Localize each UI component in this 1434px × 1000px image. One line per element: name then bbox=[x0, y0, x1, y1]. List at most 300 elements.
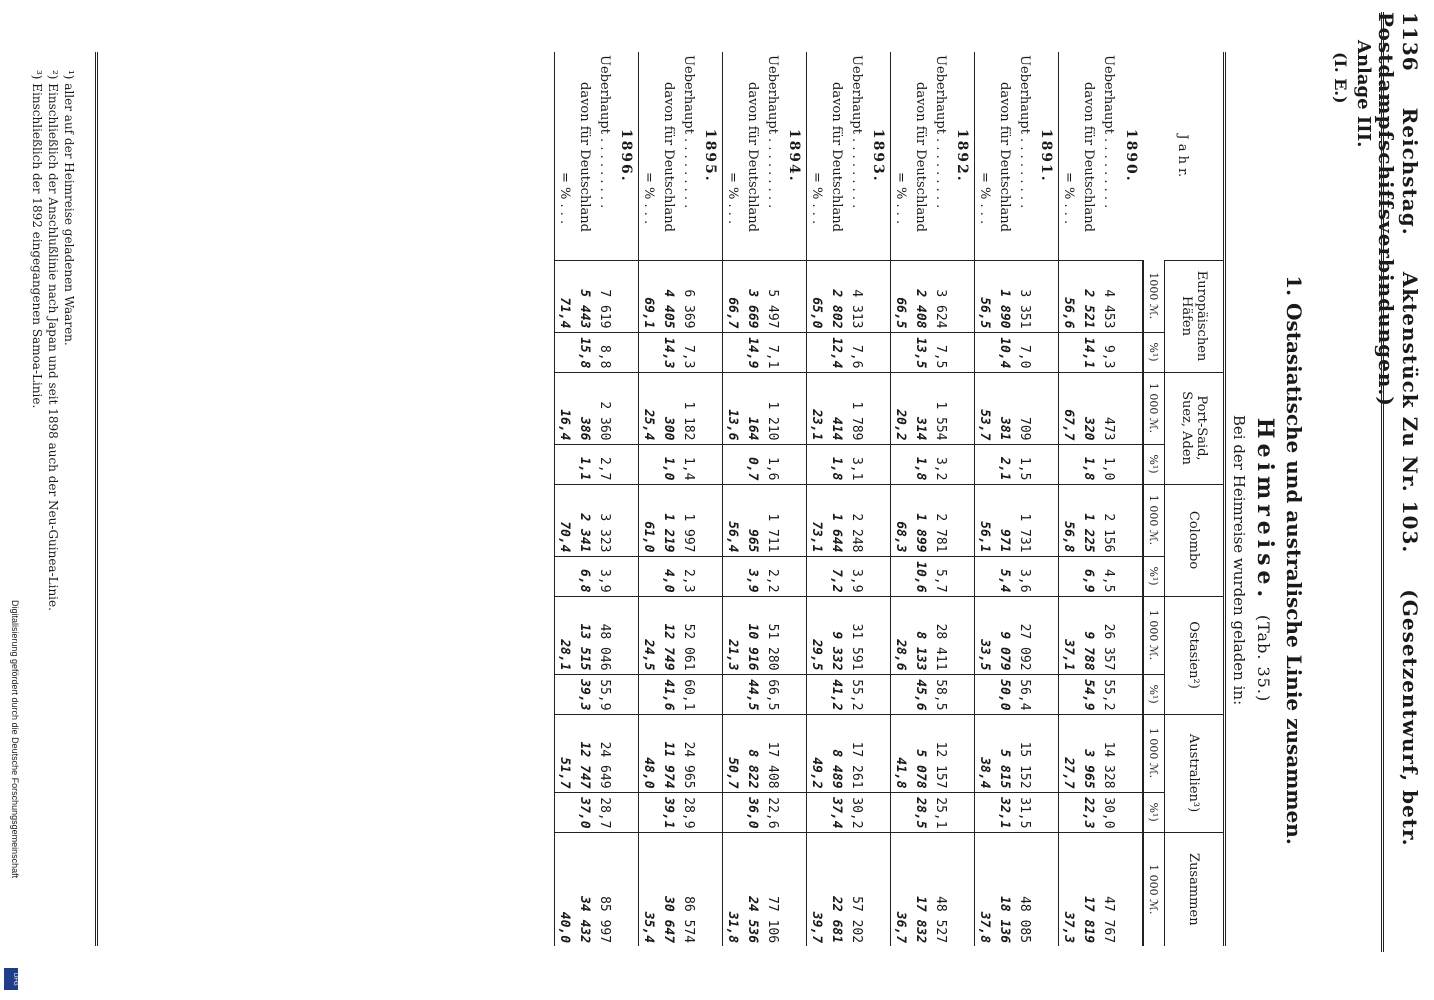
value-cell: 7,1 bbox=[763, 332, 783, 372]
empty-cell bbox=[1119, 444, 1143, 484]
row-label: davon für Deutschland bbox=[745, 82, 761, 232]
value-cell: 25,4 bbox=[639, 372, 660, 444]
row-label: davon für Deutschland bbox=[829, 82, 845, 232]
value-cell: 4,5 bbox=[1099, 556, 1119, 596]
footnote-2: ²) Einschließlich der Anschlußlinie nach Japan und seit 1898 auch der Neu-Guinea-Linie. bbox=[46, 70, 60, 611]
empty-cell bbox=[867, 260, 891, 332]
empty-cell bbox=[783, 372, 807, 444]
value-cell: 17 819 bbox=[1079, 832, 1099, 946]
col-header: Port-Said, Suez, Aden bbox=[1165, 372, 1224, 484]
table-row bbox=[1079, 52, 1099, 946]
value-cell: 12,4 bbox=[827, 332, 847, 372]
value-cell: 1,1 bbox=[575, 444, 595, 484]
value-cell: 1 890 bbox=[995, 260, 1015, 332]
page-subtitle bbox=[1252, 150, 1278, 970]
value-cell: 4,0 bbox=[659, 556, 679, 596]
row-label: = % . . . bbox=[891, 52, 912, 260]
table-row bbox=[1015, 52, 1035, 946]
value-cell bbox=[975, 674, 996, 714]
empty-cell bbox=[783, 260, 807, 332]
empty-cell bbox=[783, 332, 807, 372]
value-cell: 51,7 bbox=[555, 714, 576, 792]
value-cell: 3 624 bbox=[931, 260, 951, 332]
value-cell: 2 360 bbox=[595, 372, 615, 444]
value-cell: 37,8 bbox=[975, 832, 996, 946]
empty-cell bbox=[615, 714, 639, 792]
empty-cell bbox=[783, 596, 807, 674]
value-cell: 48 527 bbox=[931, 832, 951, 946]
value-cell: 314 bbox=[911, 372, 931, 444]
empty-cell bbox=[1035, 332, 1059, 372]
col-unit: %¹) bbox=[1143, 556, 1165, 596]
col-header-year: J a h r. bbox=[1175, 134, 1191, 178]
value-cell: 23,1 bbox=[807, 372, 828, 444]
page-number: 1136 bbox=[1398, 12, 1422, 72]
value-cell bbox=[639, 444, 660, 484]
value-cell: 31 591 bbox=[847, 596, 867, 674]
value-cell: 27 092 bbox=[1015, 596, 1035, 674]
value-cell: 14,1 bbox=[1079, 332, 1099, 372]
value-cell: 2 156 bbox=[1099, 484, 1119, 556]
value-cell bbox=[1059, 444, 1080, 484]
empty-cell bbox=[951, 372, 975, 444]
value-cell bbox=[723, 444, 744, 484]
row-label: davon für Deutschland bbox=[661, 82, 677, 232]
value-cell: 1 219 bbox=[659, 484, 679, 556]
value-cell: 73,1 bbox=[807, 484, 828, 556]
row-label: Ueberhaupt . . . . . . . . . bbox=[1017, 55, 1033, 209]
value-cell: 3,2 bbox=[931, 444, 951, 484]
value-cell: 386 bbox=[575, 372, 595, 444]
col-header: Europäischen Häfen bbox=[1165, 260, 1224, 372]
value-cell: 24 536 bbox=[743, 832, 763, 946]
value-cell: 48,0 bbox=[639, 714, 660, 792]
empty-cell bbox=[699, 332, 723, 372]
value-cell bbox=[639, 792, 660, 832]
value-cell: 49,2 bbox=[807, 714, 828, 792]
value-cell: 1 225 bbox=[1079, 484, 1099, 556]
value-cell: 8,8 bbox=[595, 332, 615, 372]
value-cell bbox=[1059, 332, 1080, 372]
value-cell: 37,0 bbox=[575, 792, 595, 832]
value-cell: 37,1 bbox=[1059, 596, 1080, 674]
value-cell: 473 bbox=[1099, 372, 1119, 444]
value-cell bbox=[807, 556, 828, 596]
value-cell: 22,3 bbox=[1079, 792, 1099, 832]
value-cell: 12 747 bbox=[575, 714, 595, 792]
row-label: = % . . . bbox=[1059, 52, 1080, 260]
table-row bbox=[975, 52, 996, 946]
year-label: 1891. bbox=[1038, 128, 1055, 183]
value-cell: 39,1 bbox=[659, 792, 679, 832]
value-cell: 39,7 bbox=[807, 832, 828, 946]
empty-cell bbox=[1035, 832, 1059, 946]
value-cell: 971 bbox=[995, 484, 1015, 556]
table-row bbox=[1059, 52, 1080, 946]
table-row bbox=[1099, 52, 1119, 946]
value-cell bbox=[891, 556, 912, 596]
value-cell: 3,6 bbox=[1015, 556, 1035, 596]
value-cell: 40,0 bbox=[555, 832, 576, 946]
annex-sub: (I. E.) bbox=[1331, 52, 1350, 104]
empty-cell bbox=[615, 260, 639, 332]
empty-cell bbox=[615, 372, 639, 444]
value-cell: 12 157 bbox=[931, 714, 951, 792]
value-cell bbox=[1059, 556, 1080, 596]
empty-cell bbox=[867, 444, 891, 484]
value-cell: 5 443 bbox=[575, 260, 595, 332]
value-cell bbox=[639, 556, 660, 596]
value-cell bbox=[1059, 792, 1080, 832]
value-cell: 9 332 bbox=[827, 596, 847, 674]
value-cell: 8 822 bbox=[743, 714, 763, 792]
table-row bbox=[847, 52, 867, 946]
table-row bbox=[807, 52, 828, 946]
row-label: Ueberhaupt . . . . . . . . . bbox=[849, 55, 865, 209]
subtitle-main: Heimreise. bbox=[1252, 417, 1278, 603]
value-cell bbox=[555, 792, 576, 832]
value-cell: 7,6 bbox=[847, 332, 867, 372]
value-cell: 1 711 bbox=[763, 484, 783, 556]
header-right: (Gesetzentwurf, betr. Postdampfschiffsverbindungen.) bbox=[1374, 12, 1422, 847]
table-row bbox=[575, 52, 595, 946]
empty-cell bbox=[1119, 674, 1143, 714]
annex-label: Anlage III. bbox=[1353, 40, 1374, 148]
empty-cell bbox=[699, 832, 723, 946]
table-row bbox=[595, 52, 615, 946]
col-unit: 1000 ℳ. bbox=[1143, 260, 1165, 332]
year-label: 1890. bbox=[1123, 128, 1139, 183]
value-cell: 50,7 bbox=[723, 714, 744, 792]
empty-cell bbox=[699, 596, 723, 674]
value-cell: 8 489 bbox=[827, 714, 847, 792]
empty-cell bbox=[699, 444, 723, 484]
value-cell: 2 341 bbox=[575, 484, 595, 556]
empty-cell bbox=[615, 332, 639, 372]
year-label: 1894. bbox=[786, 128, 803, 183]
value-cell: 65,0 bbox=[807, 260, 828, 332]
value-cell: 69,1 bbox=[639, 260, 660, 332]
value-cell: 24,5 bbox=[639, 596, 660, 674]
value-cell: 13 515 bbox=[575, 596, 595, 674]
table-row bbox=[639, 52, 660, 946]
value-cell bbox=[723, 792, 744, 832]
digitization-note: Digitalisierung gefördert durch die Deutsche Forschungsgemeinschaft bbox=[10, 600, 20, 879]
empty-cell bbox=[783, 832, 807, 946]
value-cell: 0,7 bbox=[743, 444, 763, 484]
value-cell bbox=[1059, 674, 1080, 714]
value-cell: 3 351 bbox=[1015, 260, 1035, 332]
row-label: davon für Deutschland bbox=[1081, 82, 1097, 232]
value-cell: 31,5 bbox=[1015, 792, 1035, 832]
empty-cell bbox=[951, 556, 975, 596]
empty-cell bbox=[951, 260, 975, 332]
value-cell: 6,8 bbox=[575, 556, 595, 596]
value-cell: 5,7 bbox=[931, 556, 951, 596]
empty-cell bbox=[867, 596, 891, 674]
value-cell: 1,6 bbox=[763, 444, 783, 484]
value-cell: 41,2 bbox=[827, 674, 847, 714]
header-center: Aktenstück Zu Nr. 103. bbox=[1398, 271, 1422, 554]
value-cell: 11 974 bbox=[659, 714, 679, 792]
empty-cell bbox=[699, 556, 723, 596]
empty-cell bbox=[615, 444, 639, 484]
table-row bbox=[723, 52, 744, 946]
value-cell: 3,9 bbox=[847, 556, 867, 596]
empty-cell bbox=[615, 484, 639, 556]
value-cell bbox=[555, 674, 576, 714]
value-cell: 1 789 bbox=[847, 372, 867, 444]
table-row bbox=[743, 52, 763, 946]
value-cell: 36,0 bbox=[743, 792, 763, 832]
value-cell: 28,7 bbox=[595, 792, 615, 832]
empty-cell bbox=[783, 674, 807, 714]
row-label: davon für Deutschland bbox=[913, 82, 929, 232]
value-cell: 66,7 bbox=[723, 260, 744, 332]
value-cell: 2 248 bbox=[847, 484, 867, 556]
value-cell: 67,7 bbox=[1059, 372, 1080, 444]
value-cell: 52 061 bbox=[679, 596, 699, 674]
empty-cell bbox=[867, 792, 891, 832]
value-cell: 51 280 bbox=[763, 596, 783, 674]
value-cell: 37,3 bbox=[1059, 832, 1080, 946]
value-cell: 26 357 bbox=[1099, 596, 1119, 674]
year-label: 1892. bbox=[954, 128, 971, 183]
value-cell: 965 bbox=[743, 484, 763, 556]
empty-cell bbox=[867, 332, 891, 372]
empty-cell bbox=[1119, 714, 1143, 792]
empty-cell bbox=[1035, 792, 1059, 832]
value-cell: 1,8 bbox=[1079, 444, 1099, 484]
table-row bbox=[679, 52, 699, 946]
value-cell: 70,4 bbox=[555, 484, 576, 556]
empty-cell bbox=[1035, 260, 1059, 332]
empty-cell bbox=[951, 714, 975, 792]
value-cell: 24 965 bbox=[679, 714, 699, 792]
row-label: = % . . . bbox=[639, 52, 660, 260]
dfg-logo: DFG bbox=[4, 968, 18, 990]
empty-cell bbox=[783, 484, 807, 556]
empty-cell bbox=[1035, 484, 1059, 556]
value-cell: 1 554 bbox=[931, 372, 951, 444]
value-cell: 381 bbox=[995, 372, 1015, 444]
col-header: Zusammen bbox=[1165, 832, 1224, 946]
empty-cell bbox=[867, 372, 891, 444]
empty-cell bbox=[951, 596, 975, 674]
value-cell: 28,6 bbox=[891, 596, 912, 674]
value-cell: 164 bbox=[743, 372, 763, 444]
value-cell: 709 bbox=[1015, 372, 1035, 444]
value-cell: 7,2 bbox=[827, 556, 847, 596]
value-cell: 30,2 bbox=[847, 792, 867, 832]
value-cell: 31,8 bbox=[723, 832, 744, 946]
value-cell: 33,5 bbox=[975, 596, 996, 674]
value-cell: 28,9 bbox=[679, 792, 699, 832]
value-cell: 41,6 bbox=[659, 674, 679, 714]
data-table bbox=[554, 52, 1223, 946]
row-label: Ueberhaupt . . . . . . . . . bbox=[933, 55, 949, 209]
value-cell: 1 731 bbox=[1015, 484, 1035, 556]
value-cell: 5 497 bbox=[763, 260, 783, 332]
value-cell: 36,7 bbox=[891, 832, 912, 946]
value-cell: 2 781 bbox=[931, 484, 951, 556]
row-label: Ueberhaupt . . . . . . . . . bbox=[597, 55, 613, 209]
footnote-3: ³) Einschließlich der 1892 eingegangenen Samoa-Linie. bbox=[30, 70, 44, 409]
value-cell: 4 453 bbox=[1099, 260, 1119, 332]
value-cell bbox=[723, 556, 744, 596]
empty-cell bbox=[615, 556, 639, 596]
col-unit: 1 000 ℳ. bbox=[1143, 596, 1165, 674]
empty-cell bbox=[1035, 556, 1059, 596]
value-cell: 17 261 bbox=[847, 714, 867, 792]
value-cell: 10 916 bbox=[743, 596, 763, 674]
value-cell: 28 411 bbox=[931, 596, 951, 674]
value-cell: 414 bbox=[827, 372, 847, 444]
value-cell: 1,8 bbox=[827, 444, 847, 484]
empty-cell bbox=[1119, 260, 1143, 332]
empty-cell bbox=[1119, 484, 1143, 556]
col-unit: 1 000 ℳ. bbox=[1143, 372, 1165, 444]
value-cell: 47 767 bbox=[1099, 832, 1119, 946]
value-cell bbox=[807, 674, 828, 714]
value-cell: 56,4 bbox=[1015, 674, 1035, 714]
value-cell: 1,5 bbox=[1015, 444, 1035, 484]
value-cell: 17 408 bbox=[763, 714, 783, 792]
value-cell: 13,6 bbox=[723, 372, 744, 444]
value-cell: 2,7 bbox=[595, 444, 615, 484]
value-cell: 10,4 bbox=[995, 332, 1015, 372]
header-rule bbox=[1381, 12, 1384, 952]
value-cell: 1,0 bbox=[1099, 444, 1119, 484]
value-cell: 3 323 bbox=[595, 484, 615, 556]
value-cell bbox=[891, 444, 912, 484]
value-cell: 1 644 bbox=[827, 484, 847, 556]
col-unit: %¹) bbox=[1143, 792, 1165, 832]
year-label: 1895. bbox=[702, 128, 719, 183]
row-label: = % . . . bbox=[807, 52, 828, 260]
value-cell: 7,3 bbox=[679, 332, 699, 372]
year-label: 1896. bbox=[618, 128, 635, 183]
value-cell: 1,0 bbox=[659, 444, 679, 484]
value-cell bbox=[555, 444, 576, 484]
value-cell: 1 899 bbox=[911, 484, 931, 556]
value-cell: 15,8 bbox=[575, 332, 595, 372]
value-cell: 18 136 bbox=[995, 832, 1015, 946]
empty-cell bbox=[951, 484, 975, 556]
value-cell: 15 152 bbox=[1015, 714, 1035, 792]
value-cell: 56,1 bbox=[975, 484, 996, 556]
table-row bbox=[891, 52, 912, 946]
col-header: Colombo bbox=[1165, 484, 1224, 596]
value-cell: 38,4 bbox=[975, 714, 996, 792]
value-cell: 22 681 bbox=[827, 832, 847, 946]
value-cell: 21,3 bbox=[723, 596, 744, 674]
value-cell: 58,5 bbox=[931, 674, 951, 714]
row-label: Ueberhaupt . . . . . . . . . bbox=[1101, 55, 1117, 209]
empty-cell bbox=[699, 372, 723, 444]
empty-cell bbox=[951, 444, 975, 484]
empty-cell bbox=[951, 792, 975, 832]
footnote-1: ¹) aller auf der Heimreise geladenen Waaren. bbox=[62, 70, 76, 346]
value-cell: 8 133 bbox=[911, 596, 931, 674]
empty-cell bbox=[1035, 372, 1059, 444]
value-cell: 6 369 bbox=[679, 260, 699, 332]
value-cell: 7 619 bbox=[595, 260, 615, 332]
row-label: Ueberhaupt . . . . . . . . . bbox=[681, 55, 697, 209]
empty-cell bbox=[699, 714, 723, 792]
value-cell bbox=[975, 792, 996, 832]
value-cell bbox=[807, 332, 828, 372]
value-cell bbox=[891, 674, 912, 714]
value-cell: 35,4 bbox=[639, 832, 660, 946]
value-cell: 10,6 bbox=[911, 556, 931, 596]
empty-cell bbox=[783, 792, 807, 832]
value-cell: 68,3 bbox=[891, 484, 912, 556]
empty-cell bbox=[951, 332, 975, 372]
value-cell bbox=[639, 674, 660, 714]
data-table-wrap bbox=[95, 52, 1226, 946]
empty-cell bbox=[699, 792, 723, 832]
value-cell: 1 182 bbox=[679, 372, 699, 444]
value-cell: 2 521 bbox=[1079, 260, 1099, 332]
value-cell: 14,3 bbox=[659, 332, 679, 372]
col-unit: %¹) bbox=[1143, 674, 1165, 714]
empty-cell bbox=[699, 484, 723, 556]
value-cell: 61,0 bbox=[639, 484, 660, 556]
value-cell: 300 bbox=[659, 372, 679, 444]
row-label: davon für Deutschland bbox=[577, 82, 593, 232]
value-cell: 66,5 bbox=[891, 260, 912, 332]
row-label: davon für Deutschland bbox=[997, 82, 1013, 232]
value-cell: 41,8 bbox=[891, 714, 912, 792]
value-cell: 1,8 bbox=[911, 444, 931, 484]
value-cell: 1,4 bbox=[679, 444, 699, 484]
value-cell: 4 313 bbox=[847, 260, 867, 332]
value-cell: 3 669 bbox=[743, 260, 763, 332]
col-unit: %¹) bbox=[1143, 332, 1165, 372]
value-cell: 14 328 bbox=[1099, 714, 1119, 792]
row-label: = % . . . bbox=[723, 52, 744, 260]
value-cell: 29,5 bbox=[807, 596, 828, 674]
value-cell: 14,9 bbox=[743, 332, 763, 372]
table-row bbox=[555, 52, 576, 946]
value-cell: 3 965 bbox=[1079, 714, 1099, 792]
empty-cell bbox=[867, 714, 891, 792]
value-cell bbox=[975, 444, 996, 484]
value-cell: 50,0 bbox=[995, 674, 1015, 714]
empty-cell bbox=[783, 444, 807, 484]
value-cell: 6,9 bbox=[1079, 556, 1099, 596]
value-cell: 44,5 bbox=[743, 674, 763, 714]
value-cell: 4 405 bbox=[659, 260, 679, 332]
value-cell: 86 574 bbox=[679, 832, 699, 946]
value-cell: 77 106 bbox=[763, 832, 783, 946]
value-cell: 32,1 bbox=[995, 792, 1015, 832]
value-cell: 5 078 bbox=[911, 714, 931, 792]
value-cell: 30 647 bbox=[659, 832, 679, 946]
empty-cell bbox=[615, 832, 639, 946]
value-cell: 1 210 bbox=[763, 372, 783, 444]
value-cell: 28,5 bbox=[911, 792, 931, 832]
value-cell: 1 997 bbox=[679, 484, 699, 556]
year-label: 1893. bbox=[870, 128, 887, 183]
value-cell: 71,4 bbox=[555, 260, 576, 332]
table-row bbox=[995, 52, 1015, 946]
empty-cell bbox=[1119, 832, 1143, 946]
value-cell: 3,9 bbox=[743, 556, 763, 596]
empty-cell bbox=[867, 832, 891, 946]
table-row bbox=[931, 52, 951, 946]
